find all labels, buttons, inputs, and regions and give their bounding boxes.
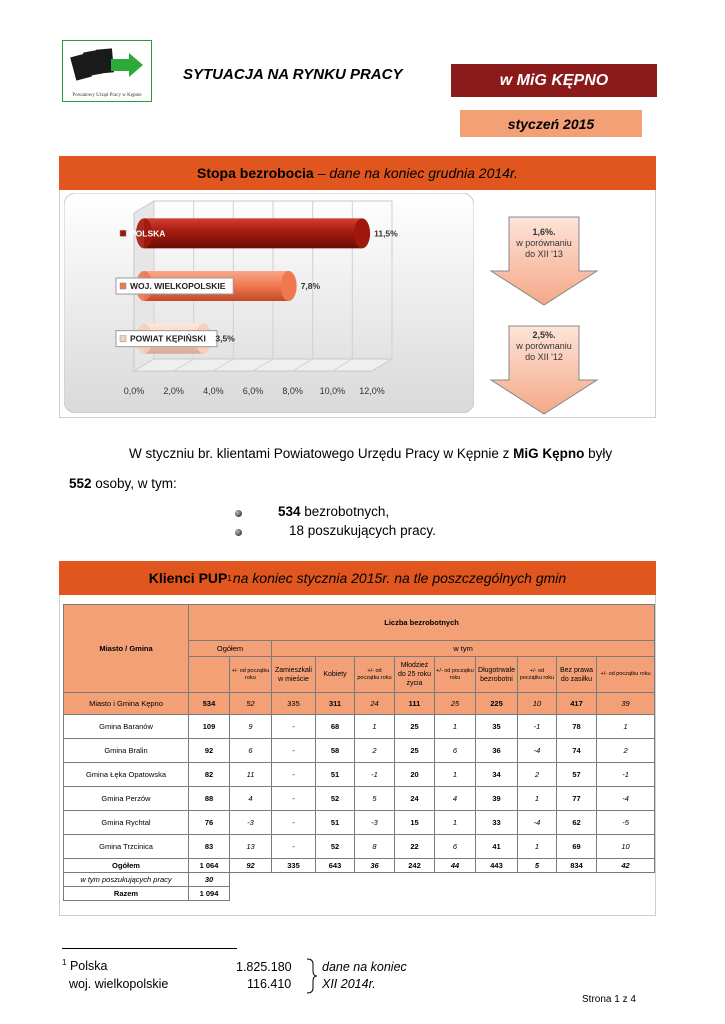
table-cell: 33 xyxy=(476,811,518,835)
table-cell: 42 xyxy=(597,859,655,873)
table-cell: -4 xyxy=(518,811,557,835)
chart-category-text: POWIAT KĘPIŃSKI xyxy=(130,333,206,344)
chart-tick-label: 4,0% xyxy=(203,386,224,396)
col-header-city: Miasto / Gmina xyxy=(64,605,189,693)
table-cell: 5 xyxy=(355,787,395,811)
table-cell: -4 xyxy=(597,787,655,811)
table-cell: 51 xyxy=(316,811,355,835)
table-cell: 1 xyxy=(435,715,476,739)
intro-text-bold: MiG Kępno xyxy=(513,446,585,461)
arrow-xii12-value: 2,5%. xyxy=(532,330,556,340)
arrow-xii13-text xyxy=(511,227,577,260)
table-cell: 109 xyxy=(189,715,230,739)
table-cell: 35 xyxy=(476,715,518,739)
unemployment-section-title xyxy=(59,156,656,190)
row-label: Miasto i Gmina Kępno xyxy=(64,693,189,715)
table-cell: 36 xyxy=(355,859,395,873)
intro-text-end: były xyxy=(584,446,613,461)
sub-header-cell: Kobiety xyxy=(316,657,355,693)
row-label: Gmina Perzów xyxy=(64,787,189,811)
bullet-icon xyxy=(235,510,242,517)
table-cell: 52 xyxy=(316,787,355,811)
table-row xyxy=(64,693,655,715)
unemployed-count: 534 xyxy=(278,504,301,519)
bullet-jobseekers: 18 poszukujących pracy. xyxy=(289,523,436,538)
footnote-note1: dane na koniec xyxy=(322,960,407,974)
col-header-group: Liczba bezrobotnych xyxy=(189,605,655,641)
arrow-xii12-text xyxy=(511,330,577,363)
table-cell: - xyxy=(272,739,316,763)
table-cell: 76 xyxy=(189,811,230,835)
chart-bar xyxy=(136,218,370,248)
table-cell: 6 xyxy=(435,739,476,763)
location-badge: w MiG KĘPNO xyxy=(451,64,657,97)
sub-header-cell: +/- od początku roku xyxy=(597,657,655,693)
table-cell: 242 xyxy=(395,859,435,873)
intro-text-start: W styczniu br. klientami Powiatowego Urzędu Pracy w Kępnie z xyxy=(129,446,514,461)
chart-tick-label: 6,0% xyxy=(242,386,264,396)
chart-category-label xyxy=(116,331,217,347)
page-number: Strona 1 z 4 xyxy=(582,994,636,1005)
arrow-xii12-line1: w porównaniu xyxy=(516,341,572,351)
footnote-separator xyxy=(62,948,237,949)
table-cell: 30 xyxy=(189,873,230,887)
sub-header-cell: +/- od początku roku xyxy=(518,657,557,693)
table-cell: 225 xyxy=(476,693,518,715)
table-cell: 8 xyxy=(355,835,395,859)
intro-paragraph-line2 xyxy=(69,476,177,491)
table-cell: 44 xyxy=(435,859,476,873)
table-cell: 1 xyxy=(355,715,395,739)
table-cell: 83 xyxy=(189,835,230,859)
table-cell: 4 xyxy=(230,787,272,811)
table-cell: 335 xyxy=(272,859,316,873)
chart-category-text: WOJ. WIELKOPOLSKIE xyxy=(130,281,226,291)
table-cell: 2 xyxy=(355,739,395,763)
total-clients-text: osoby, w tym: xyxy=(91,476,177,491)
table-cell: 6 xyxy=(435,835,476,859)
table-cell: -3 xyxy=(355,811,395,835)
table-cell: 92 xyxy=(230,859,272,873)
table-row xyxy=(64,739,655,763)
row-label: Gmina Trzcinica xyxy=(64,835,189,859)
arrow-xii13-line2: do XII '13 xyxy=(525,249,563,259)
chart-tick-label: 10,0% xyxy=(319,386,346,396)
arrow-xii13 xyxy=(489,215,599,307)
clients-title-italic: na koniec stycznia 2015r. na tle poszczególnych gmin xyxy=(232,570,567,586)
row-label: Gmina Bralin xyxy=(64,739,189,763)
table-cell: -4 xyxy=(518,739,557,763)
table-cell: 10 xyxy=(597,835,655,859)
row-label: Ogółem xyxy=(64,859,189,873)
table-cell: 25 xyxy=(395,739,435,763)
sub-header-cell: Zamieszkali w mieście xyxy=(272,657,316,693)
clients-title-bold: Klienci PUP xyxy=(148,570,228,586)
table-cell: 41 xyxy=(476,835,518,859)
logo-graphic-icon xyxy=(63,41,151,89)
footnote-ref: 1 xyxy=(227,573,232,583)
table-cell: 417 xyxy=(557,693,597,715)
table-cell: 58 xyxy=(316,739,355,763)
sub-header-blank xyxy=(189,657,230,693)
table-cell: 335 xyxy=(272,693,316,715)
table-row xyxy=(64,787,655,811)
row-label: Gmina Łęka Opatowska xyxy=(64,763,189,787)
table-row xyxy=(64,811,655,835)
unemployed-text: bezrobotnych, xyxy=(300,504,390,519)
table-row xyxy=(64,887,655,901)
chart-value-label: 3,5% xyxy=(215,333,235,344)
brace-icon xyxy=(304,958,318,994)
row-label: w tym poszukujących pracy xyxy=(64,873,189,887)
table-cell: 39 xyxy=(597,693,655,715)
table-cell: 6 xyxy=(230,739,272,763)
sub-header-cell: Bez prawa do zasiłku xyxy=(557,657,597,693)
table-cell: 2 xyxy=(518,763,557,787)
table-cell: 2 xyxy=(597,739,655,763)
table-cell: 1 xyxy=(435,763,476,787)
clients-table xyxy=(63,604,655,901)
section-title-italic: – dane na koniec grudnia 2014r. xyxy=(317,165,518,181)
logo-text: Powiatowy Urząd Pracy w Kępnie xyxy=(72,93,142,98)
table-cell: 443 xyxy=(476,859,518,873)
table-row xyxy=(64,873,655,887)
chart-value-label: 11,5% xyxy=(374,228,398,239)
table-cell: 5 xyxy=(518,859,557,873)
chart-bar-cap xyxy=(354,218,370,248)
table-cell: 13 xyxy=(230,835,272,859)
chart-legend-swatch xyxy=(120,230,126,236)
col-header-total: Ogółem xyxy=(189,641,272,657)
period-badge: styczeń 2015 xyxy=(460,110,642,137)
table-cell: 1 xyxy=(435,811,476,835)
table-cell: 82 xyxy=(189,763,230,787)
table-blank-cell xyxy=(230,887,655,901)
table-row xyxy=(64,763,655,787)
table-cell: 68 xyxy=(316,715,355,739)
arrow-xii13-line1: w porównaniu xyxy=(516,238,572,248)
unemployment-chart xyxy=(64,193,474,413)
table-cell: 77 xyxy=(557,787,597,811)
sub-header-cell: +/- od początku roku xyxy=(230,657,272,693)
table-cell: 88 xyxy=(189,787,230,811)
table-cell: -5 xyxy=(597,811,655,835)
footnote-mark: 1 xyxy=(62,958,67,967)
chart-category-text: POLSKA xyxy=(130,228,166,239)
chart-tick-label: 2,0% xyxy=(163,386,184,396)
table-cell: 62 xyxy=(557,811,597,835)
table-cell: 9 xyxy=(230,715,272,739)
document-title: SYTUACJA NA RYNKU PRACY xyxy=(183,66,403,83)
section-title-bold: Stopa bezrobocia xyxy=(197,165,314,181)
footnote-pl-label: Polska xyxy=(69,959,108,974)
chart-tick-label: 0,0% xyxy=(123,386,145,396)
table-cell: 834 xyxy=(557,859,597,873)
table-cell: - xyxy=(272,787,316,811)
table-cell: 34 xyxy=(476,763,518,787)
footnote-pl-value: 1.825.180 xyxy=(236,960,292,974)
footnote-poland xyxy=(62,958,107,973)
arrow-xii13-value: 1,6%. xyxy=(532,227,556,237)
table-cell: 311 xyxy=(316,693,355,715)
table-cell: 1 xyxy=(597,715,655,739)
table-cell: 52 xyxy=(316,835,355,859)
table-cell: 1 xyxy=(518,787,557,811)
sub-header-cell: Długotrwale bezrobotni xyxy=(476,657,518,693)
chart-category-label xyxy=(116,278,233,294)
table-cell: -3 xyxy=(230,811,272,835)
table-cell: 111 xyxy=(395,693,435,715)
table-cell: -1 xyxy=(355,763,395,787)
table-cell: - xyxy=(272,763,316,787)
intro-paragraph-line1 xyxy=(63,445,661,462)
row-label: Razem xyxy=(64,887,189,901)
chart-legend-swatch xyxy=(120,283,126,289)
table-cell: 74 xyxy=(557,739,597,763)
table-cell: 22 xyxy=(395,835,435,859)
table-cell: 1 064 xyxy=(189,859,230,873)
chart-bar-cap xyxy=(281,271,297,301)
table-cell: 69 xyxy=(557,835,597,859)
col-header-wtym: w tym xyxy=(272,641,655,657)
table-cell: 1 094 xyxy=(189,887,230,901)
table-cell: 15 xyxy=(395,811,435,835)
sub-header-cell: +/- od początku roku xyxy=(435,657,476,693)
unemployment-chart-svg xyxy=(64,193,474,413)
logo xyxy=(62,40,152,102)
table-cell: 4 xyxy=(435,787,476,811)
chart-bar-body xyxy=(144,218,362,248)
table-cell: 1 xyxy=(518,835,557,859)
table-cell: 51 xyxy=(316,763,355,787)
table-cell: -1 xyxy=(597,763,655,787)
table-cell: 25 xyxy=(395,715,435,739)
table-cell: 78 xyxy=(557,715,597,739)
table-cell: 92 xyxy=(189,739,230,763)
table-cell: -1 xyxy=(518,715,557,739)
sub-header-cell: Młodzież do 25 roku życia xyxy=(395,657,435,693)
chart-value-label: 7,8% xyxy=(300,281,321,291)
footnote-wk-label: woj. wielkopolskie xyxy=(69,977,169,991)
table-cell: 52 xyxy=(230,693,272,715)
table-cell: - xyxy=(272,811,316,835)
table-cell: 36 xyxy=(476,739,518,763)
table-cell: 20 xyxy=(395,763,435,787)
table-row xyxy=(64,835,655,859)
chart-legend-swatch xyxy=(120,336,126,342)
table-cell: 643 xyxy=(316,859,355,873)
table-cell: - xyxy=(272,835,316,859)
table-cell: 25 xyxy=(435,693,476,715)
table-cell: 24 xyxy=(395,787,435,811)
table-cell: - xyxy=(272,715,316,739)
table-cell: 11 xyxy=(230,763,272,787)
row-label: Gmina Rychtal xyxy=(64,811,189,835)
footnote-note2: XII 2014r. xyxy=(322,977,376,991)
clients-section-title xyxy=(59,561,656,595)
table-row xyxy=(64,859,655,873)
chart-tick-label: 12,0% xyxy=(359,386,385,396)
table-cell: 534 xyxy=(189,693,230,715)
chart-tick-label: 8,0% xyxy=(282,386,303,396)
row-label: Gmina Baranów xyxy=(64,715,189,739)
table-blank-cell xyxy=(230,873,655,887)
total-clients-count: 552 xyxy=(69,476,92,491)
bullet-icon xyxy=(235,529,242,536)
arrow-xii12 xyxy=(489,324,599,416)
table-row xyxy=(64,715,655,739)
table-cell: 57 xyxy=(557,763,597,787)
bullet-unemployed xyxy=(278,504,389,519)
table-cell: 24 xyxy=(355,693,395,715)
arrow-xii12-line2: do XII '12 xyxy=(525,352,563,362)
table-cell: 10 xyxy=(518,693,557,715)
sub-header-cell: +/- od początku roku xyxy=(355,657,395,693)
footnote-wk-value: 116.410 xyxy=(247,977,292,991)
table-cell: 39 xyxy=(476,787,518,811)
